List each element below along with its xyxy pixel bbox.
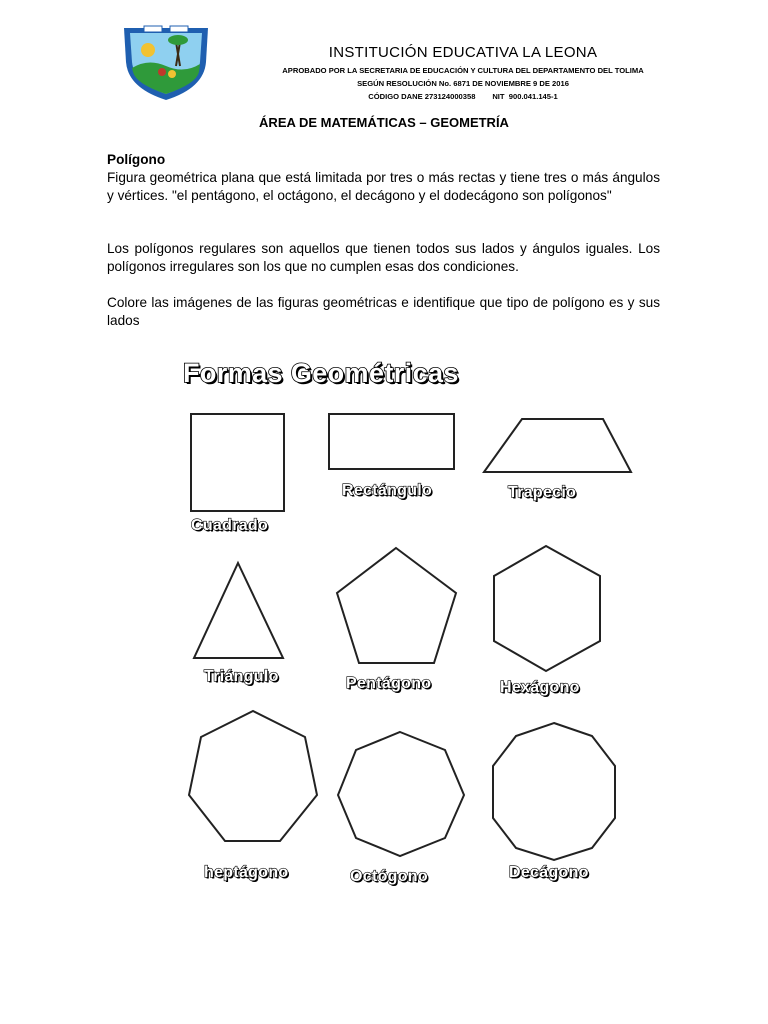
instruction-text: Colore las imágenes de las figuras geométricas e identifique que tipo de polígono es y sus lados bbox=[107, 295, 660, 328]
rectangle-shape bbox=[329, 414, 454, 469]
subject-area-title: ÁREA DE MATEMÁTICAS – GEOMETRÍA bbox=[259, 115, 509, 130]
definition-text: Figura geométrica plana que está limitada por tres o más rectas y tiene tres o más ángulos y vértices. "el pentágono, el octágono, el decágono y el dodecágono son polígonos" bbox=[107, 170, 660, 203]
code-line: CÓDIGO DANE 273124000358 NIT 900.041.145-1 bbox=[368, 92, 558, 101]
section-heading: Polígono bbox=[107, 152, 166, 167]
label-octogono: Octógono bbox=[350, 868, 428, 885]
square-shape bbox=[191, 414, 284, 511]
regular-polygon-text: Los polígonos regulares son aquellos que tienen todos sus lados y ángulos iguales. Los polígonos irregulares son los que no cumplen esas dos condiciones. bbox=[107, 241, 660, 274]
decagon-shape bbox=[493, 723, 615, 860]
label-hexagono: Hexágono bbox=[500, 679, 580, 696]
octagon-shape bbox=[338, 732, 464, 856]
label-rectangulo: Rectángulo bbox=[342, 482, 433, 499]
label-decagono: Decágono bbox=[509, 864, 589, 881]
approval-line: APROBADO POR LA SECRETARIA DE EDUCACIÓN Y CULTURA DEL DEPARTAMENTO DEL TOLIMA bbox=[282, 66, 644, 75]
label-pentagono: Pentágono bbox=[346, 675, 432, 692]
label-heptagono: heptágono bbox=[204, 864, 289, 881]
trapezoid-shape bbox=[484, 419, 631, 472]
label-cuadrado: Cuadrado bbox=[191, 517, 269, 534]
hexagon-shape bbox=[494, 546, 600, 671]
label-trapecio: Trapecio bbox=[508, 484, 577, 501]
label-triangulo: Triángulo bbox=[204, 668, 279, 685]
triangle-shape bbox=[194, 563, 283, 658]
institution-name: INSTITUCIÓN EDUCATIVA LA LEONA bbox=[328, 44, 598, 61]
worksheet-title: Formas Geométricas bbox=[183, 358, 459, 388]
pentagon-shape bbox=[337, 548, 456, 663]
resolution-line: SEGÚN RESOLUCIÓN No. 6871 DE NOVIEMBRE 9 DE 2016 bbox=[357, 79, 569, 88]
heptagon-shape bbox=[189, 711, 317, 841]
